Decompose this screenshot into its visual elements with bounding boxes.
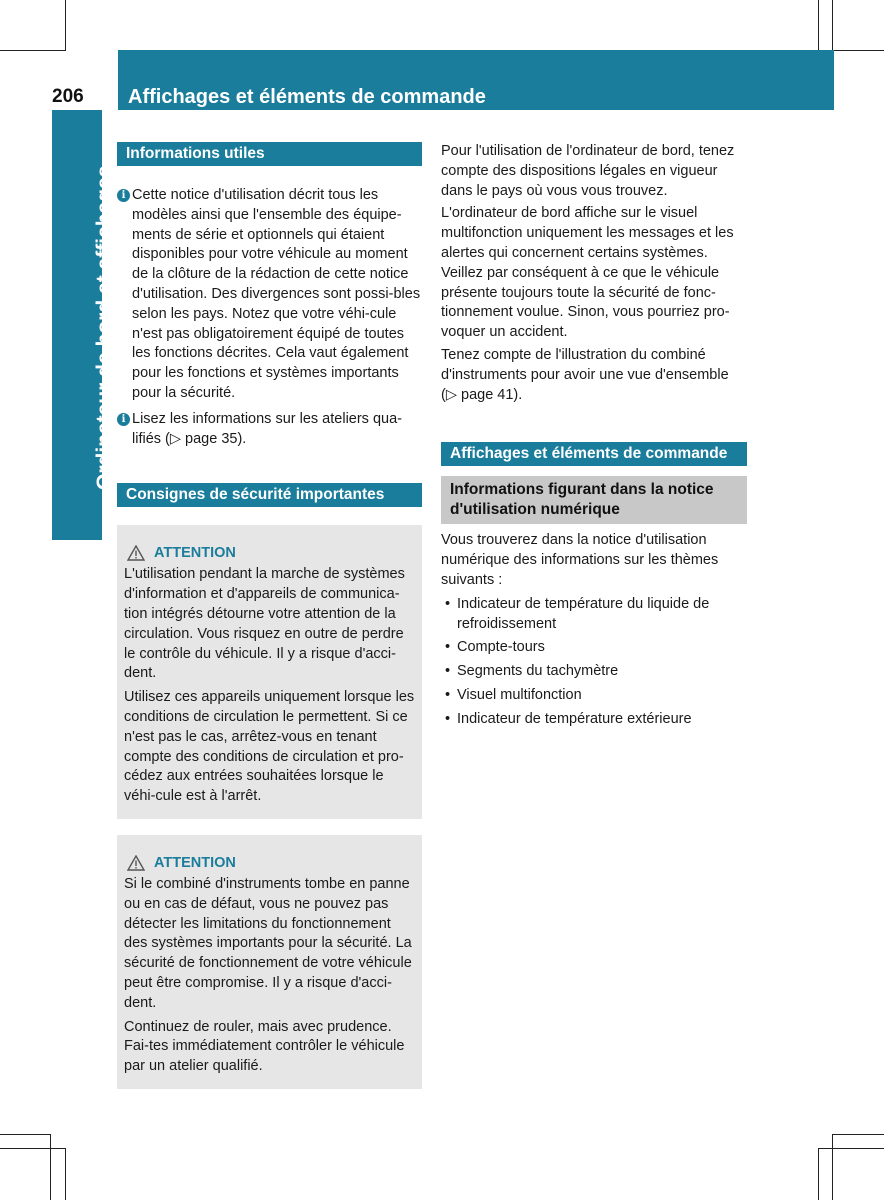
warning-text: Si le combiné d'instruments tombe en panne ou en cas de défaut, vous ne pouvez pas détecter les limitations du fonctionnement des systèmes importants pour la sécurité. La sécurité de fonctionnement de votre véhicule peut être compromise. Il y a risque d'acci-dent.	[124, 875, 412, 1011]
right-column	[441, 142, 747, 730]
page-number: 206	[52, 86, 84, 107]
crop-mark	[0, 1148, 66, 1149]
warning-header	[124, 543, 415, 563]
section-heading: Affichages et éléments de commande	[441, 442, 747, 466]
info-note	[117, 410, 422, 450]
left-column	[117, 142, 422, 1089]
safety-heading: Consignes de sécurité importantes	[117, 483, 422, 507]
warning-header	[124, 853, 415, 873]
topic-list	[441, 595, 747, 730]
info-icon: i	[117, 413, 130, 426]
warning-triangle-icon	[127, 855, 145, 871]
header-title: Affichages et éléments de commande	[128, 86, 486, 108]
chapter-label: Ordinateur de bord et affichages	[93, 165, 116, 490]
warning-box	[117, 525, 422, 819]
body-paragraph: Pour l'utilisation de l'ordinateur de bord, tenez compte des dispositions légales en vigueur dans le pays où vous vous trouvez.	[441, 143, 735, 199]
body-paragraph: L'ordinateur de bord affiche sur le visuel multifonction uniquement les messages et les alertes qui concernent certains systèmes. Veillez par conséquent à ce que le véhicule présente toujours toute la sécurité de fonc-tionnement voulue. Sinon, vous pourriez pro-voquer un accident.	[441, 205, 734, 341]
info-note-text: Lisez les informations sur les ateliers qua-lifiés (▷ page 35).	[132, 410, 402, 447]
warning-triangle-icon	[127, 545, 145, 561]
crop-mark	[832, 1134, 833, 1200]
body-paragraph: Tenez compte de l'illustration du combiné d'instruments pour avoir une vue d'ensemble (▷ page 41).	[441, 346, 729, 403]
crop-mark	[50, 1134, 51, 1200]
warning-text: Continuez de rouler, mais avec prudence. Fai-tes immédiatement contrôler le véhicule par un atelier qualifié.	[124, 1018, 405, 1075]
body-paragraph: Vous trouverez dans la notice d'utilisation numérique des informations sur les thèmes suivants :	[441, 532, 719, 588]
crop-mark	[65, 1148, 66, 1200]
info-note-text: Cette notice d'utilisation décrit tous les modèles ainsi que l'ensemble des équipe-ments de série et optionnels qui étaient disponibles pour votre véhicule au moment de la clôture de la rédaction de cette notice d'utilisation. Des divergences sont possi-bles selon les pays. Notez que votre véhi-cule n'est pas obligatoirement équipé de toutes les fonctions décrites. Cela vaut également pour les fonctions et systèmes importants pour la sécurité.	[132, 187, 421, 401]
crop-mark	[818, 1148, 884, 1149]
list-item: • Segments du tachymètre	[441, 662, 747, 682]
warning-label: ATTENTION	[154, 545, 236, 562]
warning-text: Utilisez ces appareils uniquement lorsque les conditions de circulation le permettent. Si ce n'est pas le cas, arrêtez-vous en tenant compte des conditions de circulation et pro-cédez aux entrées souhaitées lorsque le véhi-cule est à l'arrêt.	[124, 689, 415, 805]
crop-mark	[0, 1134, 50, 1135]
crop-mark	[832, 0, 833, 50]
info-note	[117, 186, 422, 404]
list-item: • Indicateur de température du liquide de refroidissement	[441, 595, 747, 635]
warning-text: L'utilisation pendant la marche de systèmes d'information et d'appareils de communica-tion intégrés détourne votre attention de la circulation. Vous risquez en outre de perdre le contrôle du véhicule. Il y a risque d'acci-dent.	[124, 566, 405, 682]
warning-label: ATTENTION	[154, 854, 236, 871]
list-item: • Indicateur de température extérieure	[441, 710, 747, 730]
warning-box	[117, 835, 422, 1089]
crop-mark	[0, 50, 66, 51]
crop-mark	[832, 1134, 884, 1135]
list-item: • Compte-tours	[441, 638, 747, 658]
crop-mark	[65, 0, 66, 50]
crop-mark	[818, 0, 819, 50]
sub-heading: Informations figurant dans la notice d'utilisation numérique	[441, 476, 747, 524]
crop-mark	[818, 1148, 819, 1200]
info-heading: Informations utiles	[117, 142, 422, 166]
list-item: • Visuel multifonction	[441, 686, 747, 706]
info-icon: i	[117, 189, 130, 202]
